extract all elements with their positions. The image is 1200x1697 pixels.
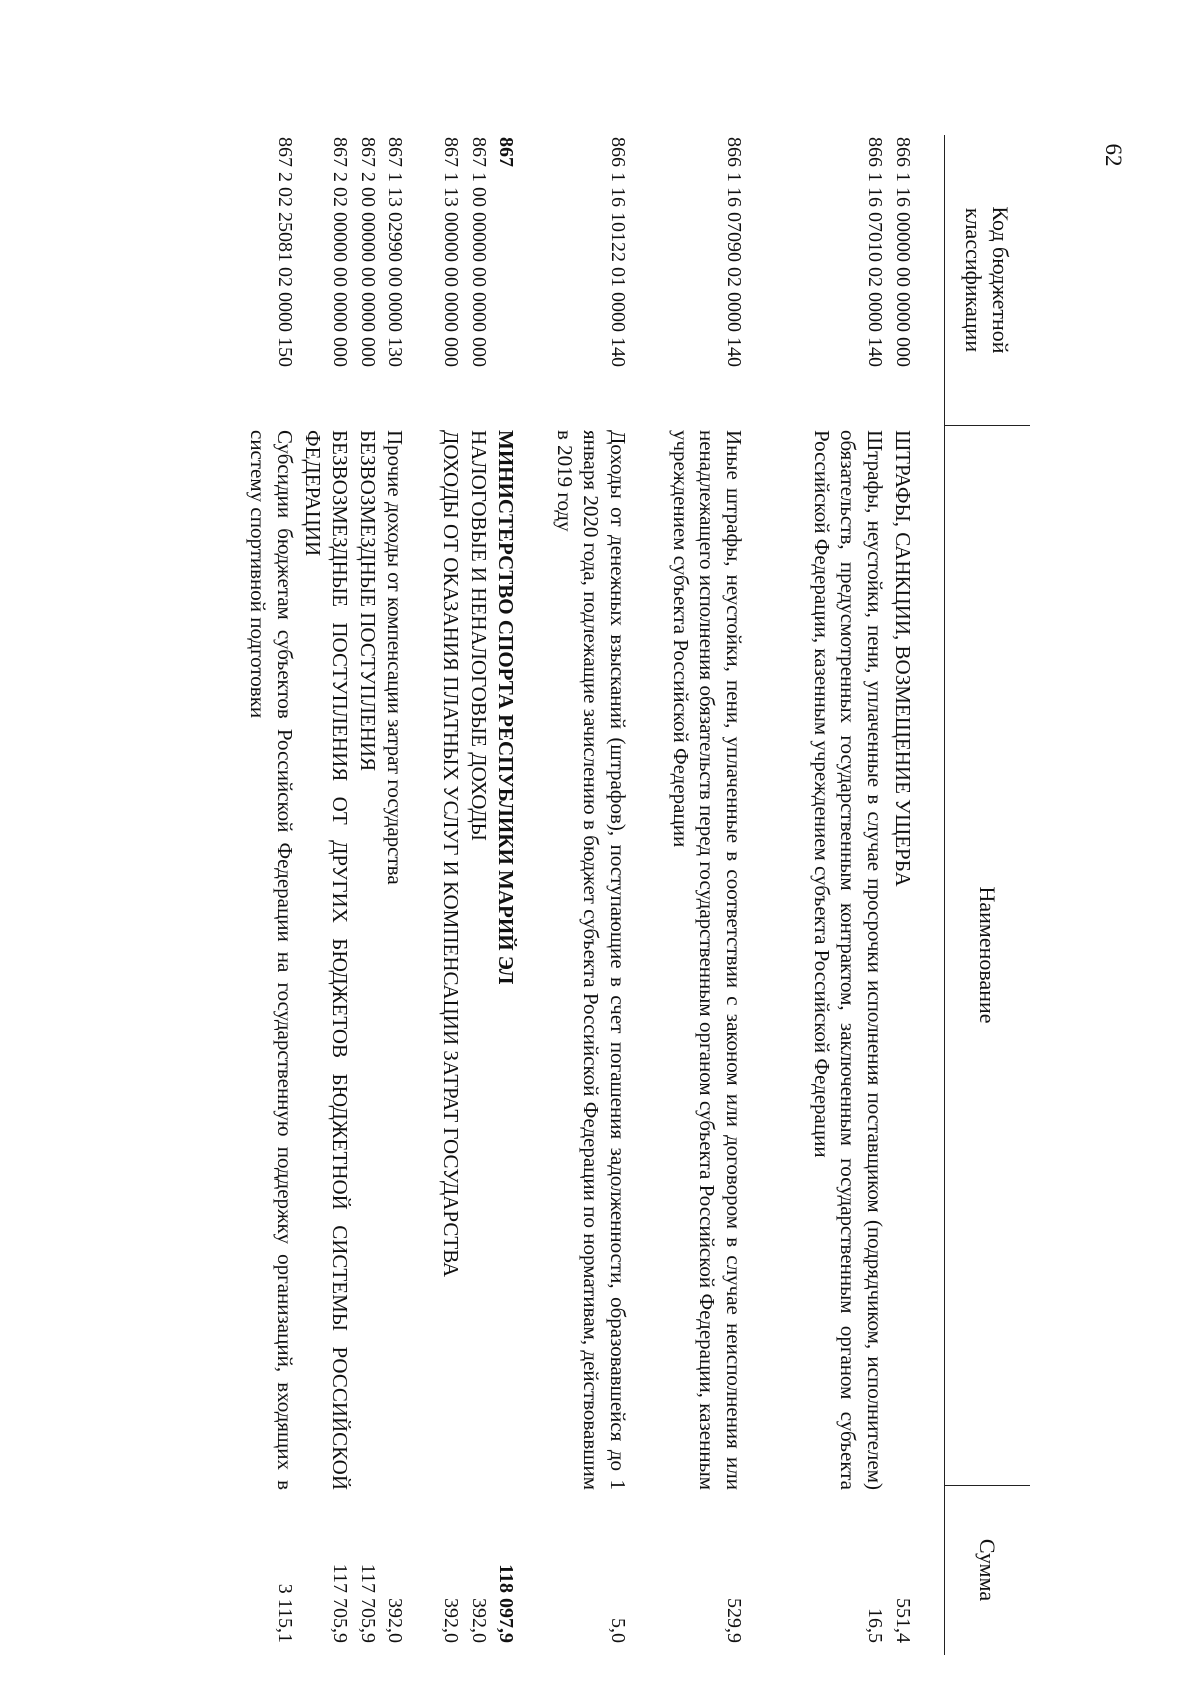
row-code: 867 1 13 00000 00 0000 000 <box>440 137 462 367</box>
page-number: 62 <box>1101 143 1126 167</box>
row-code: 866 1 16 10122 01 0000 140 <box>607 137 629 367</box>
row-sum: 5,0 <box>607 1618 629 1643</box>
row-sum: 551,4 <box>892 1598 914 1643</box>
row-code: 867 2 02 25081 02 0000 150 <box>274 137 296 367</box>
row-sum: 392,0 <box>440 1598 462 1643</box>
header-code: Код бюджетной классификации <box>961 206 1014 354</box>
row-name: НАЛОГОВЫЕ И НЕНАЛОГОВЫЕ ДОХОДЫ <box>467 430 491 841</box>
row-name: ДОХОДЫ ОТ ОКАЗАНИЯ ПЛАТНЫХ УСЛУГ И КОМПЕНСАЦИИ ЗАТРАТ ГОСУДАРСТВА <box>439 430 463 1278</box>
row-sum: 392,0 <box>384 1598 406 1643</box>
header-name: Наименование <box>975 886 1000 1024</box>
row-code: 867 2 02 00000 00 0000 000 <box>329 137 351 367</box>
row-code: 866 1 16 07090 02 0000 140 <box>723 137 745 367</box>
row-code: 866 1 16 07010 02 0000 140 <box>864 137 886 367</box>
row-name: Прочие доходы от компенсации затрат государства <box>383 430 407 885</box>
row-name: БЕЗВОЗМЕЗДНЫЕ ПОСТУПЛЕНИЯ <box>356 430 380 772</box>
row-name: БЕЗВОЗМЕЗДНЫЕ ПОСТУПЛЕНИЯ ОТ ДРУГИХ БЮДЖЕТОВ БЮДЖЕТНОЙ СИСТЕМЫ РОССИЙСКОЙ ФЕДЕРАЦИИ <box>301 430 352 1490</box>
row-code: 866 1 16 00000 00 0000 000 <box>892 137 914 367</box>
row-name: Доходы от денежных взысканий (штрафов), поступающие в счет погашения задолженности, образовавшейся до 1 января 2020 года, подлежащие зачислению в бюджет субъекта Российской Федерации по нормативам, действовавшим в 2019 году <box>553 430 630 1490</box>
row-sum: 3 115,1 <box>274 1583 296 1643</box>
row-sum: 118 097,9 <box>495 1564 517 1643</box>
row-sum: 16,5 <box>864 1608 886 1643</box>
row-code: 867 1 00 00000 00 0000 000 <box>468 137 490 367</box>
row-sum: 392,0 <box>468 1598 490 1643</box>
row-name: Штрафы, неустойки, пени, уплаченные в случае просрочки исполнения поставщиком (подрядчиком, исполнителем) обязательств, предусмотренных государственным контрактом, заключенным государственным органом субъекта Российской Федерации, казенным учреждением субъекта Российской Федерации <box>810 430 887 1490</box>
row-name: Субсидии бюджетам субъектов Российской Федерации на государственную поддержку организаций, входящих в систему спортивной подготовки <box>246 430 297 1490</box>
row-code: 867 1 13 02990 00 0000 130 <box>384 137 406 367</box>
row-name: ШТРАФЫ, САНКЦИИ, ВОЗМЕЩЕНИЕ УЩЕРБА <box>891 430 915 887</box>
row-name: Иные штрафы, неустойки, пени, уплаченные в соответствии с законом или договором в случае неисполнения или ненадлежащего исполнения обязательств перед государственным органом субъекта Российской Федерации, казенным учреждением субъекта Российской Федерации <box>669 430 746 1490</box>
header-sum: Сумма <box>975 1538 1000 1602</box>
header-rule <box>944 135 945 1655</box>
row-sum: 117 705,9 <box>357 1563 379 1643</box>
row-name: МИНИСТЕРСТВО СПОРТА РЕСПУБЛИКИ МАРИЙ ЭЛ <box>494 430 518 985</box>
row-code: 867 2 00 00000 00 0000 000 <box>357 137 379 367</box>
row-sum: 529,9 <box>723 1598 745 1643</box>
row-code: 867 <box>495 137 517 167</box>
budget-table <box>150 135 1030 1655</box>
row-sum: 117 705,9 <box>329 1563 351 1643</box>
